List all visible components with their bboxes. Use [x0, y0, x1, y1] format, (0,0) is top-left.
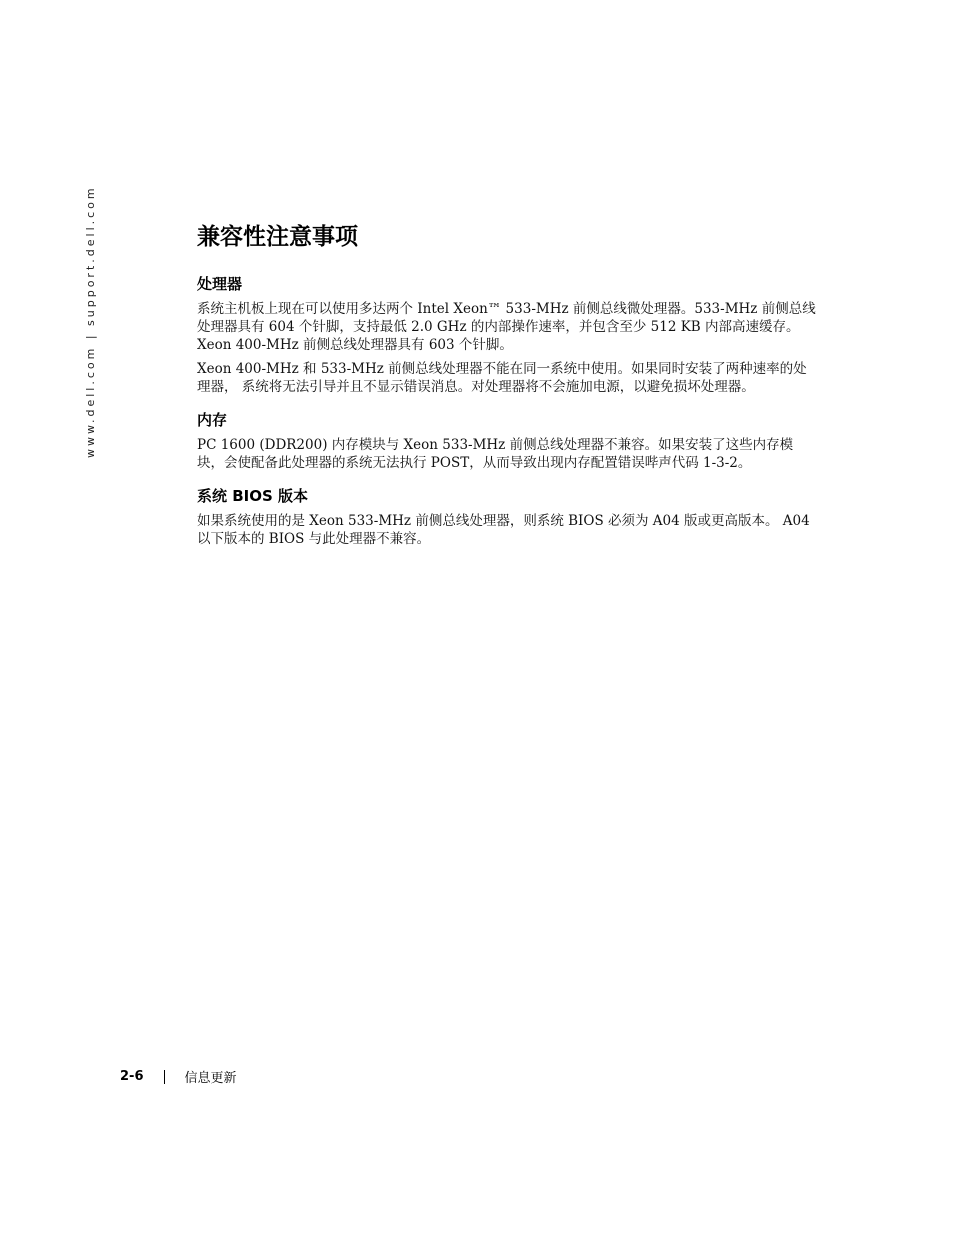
main-content: [197, 222, 817, 562]
section-heading: 系统 BIOS 版本: [197, 487, 309, 505]
footer-divider: [164, 1070, 165, 1084]
section-memory: [197, 410, 817, 472]
page-number: 2-6: [120, 1069, 144, 1084]
section-processor: [197, 274, 817, 396]
page-footer: [120, 1067, 237, 1086]
paragraph: PC 1600 (DDR200) 内存模块与 Xeon 533-MHz 前侧总线处理器不兼容。如果安装了这些内存模块，会使配备此处理器的系统无法执行 POST，从而导致出现内存配置错误哔声代码 1-3-2。: [197, 437, 794, 471]
footer-section-title: 信息更新: [184, 1071, 237, 1086]
page-title: 兼容性注意事项: [197, 224, 358, 250]
section-heading: 处理器: [197, 275, 243, 293]
sidebar-url: www.dell.com | support.dell.com: [84, 185, 97, 458]
paragraph: 系统主机板上现在可以使用多达两个 Intel Xeon™ 533-MHz 前侧总线微处理器。533-MHz 前侧总线处理器具有 604 个针脚，支持最低 2.0 GHz 的内部操作速率，并包含至少 512 KB 内部高速缓存。 Xeon 400-MHz 前侧总线处理器具有 603 个针脚。: [197, 301, 816, 353]
paragraph: 如果系统使用的是 Xeon 533-MHz 前侧总线处理器，则系统 BIOS 必须为 A04 版或更高版本。 A04 以下版本的 BIOS 与此处理器不兼容。: [197, 513, 810, 547]
section-bios: [197, 486, 817, 548]
section-heading: 内存: [197, 411, 228, 429]
paragraph: Xeon 400-MHz 和 533-MHz 前侧总线处理器不能在同一系统中使用。如果同时安装了两种速率的处理器， 系统将无法引导并且不显示错误消息。对处理器将不会施加电源，以避免损坏处理器。: [197, 361, 807, 395]
